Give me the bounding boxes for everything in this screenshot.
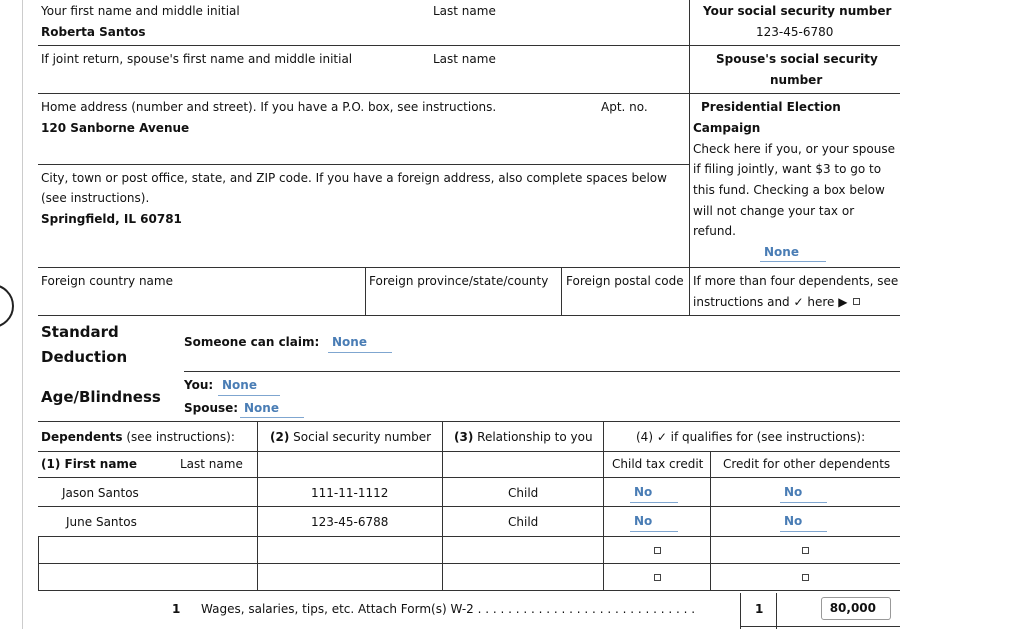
- child-credit-underline: [630, 531, 678, 532]
- dependents-title-bold: Dependents: [41, 430, 123, 444]
- dependents-title: [41, 430, 235, 444]
- campaign-title-2: Campaign: [693, 121, 761, 135]
- someone-claim-label: Someone can claim:: [184, 335, 320, 349]
- line-1-number: 1: [172, 602, 181, 616]
- age-blindness-title: Age/Blindness: [41, 388, 161, 406]
- child-credit-checkbox[interactable]: [654, 574, 661, 581]
- col-divider: [710, 451, 711, 590]
- dependent-name[interactable]: June Santos: [66, 515, 137, 529]
- row-divider: [38, 477, 900, 478]
- spouse-ssn-label: Spouse's social security: [716, 52, 878, 66]
- child-credit-underline: [630, 502, 678, 503]
- row-divider: [38, 267, 900, 268]
- dependent-relationship[interactable]: Child: [508, 515, 539, 529]
- dependent-ssn[interactable]: 123-45-6788: [311, 515, 389, 529]
- more-dependents-checkbox[interactable]: [853, 298, 860, 305]
- other-credit-underline: [780, 531, 827, 532]
- other-credit-checkbox[interactable]: [802, 574, 809, 581]
- row-divider: [38, 93, 900, 94]
- foreign-postal-label: Foreign postal code: [566, 274, 684, 288]
- row-divider: [38, 590, 900, 591]
- col-rel-num: (3): [454, 430, 474, 444]
- other-credit-underline: [780, 502, 827, 503]
- home-address-value[interactable]: 120 Sanborne Avenue: [41, 121, 190, 135]
- col-divider: [603, 421, 604, 590]
- campaign-value[interactable]: None: [764, 245, 799, 259]
- apt-label: Apt. no.: [601, 100, 648, 114]
- home-address-label: Home address (number and street). If you have a P.O. box, see instructions.: [41, 100, 497, 114]
- child-credit-value[interactable]: No: [634, 514, 653, 528]
- line-1-label-text: Wages, salaries, tips, etc. Attach Form(s) W-2: [201, 602, 474, 616]
- col-divider: [257, 421, 258, 590]
- col-divider: [776, 593, 777, 629]
- row-divider: [38, 164, 689, 165]
- col-qualifies-header: (4) ✓ if qualifies for (see instructions):: [636, 430, 866, 444]
- col-ssn-header: [270, 430, 431, 444]
- spouse-label: Spouse:: [184, 401, 239, 415]
- standard-deduction-title: Standard: [41, 323, 119, 341]
- row-divider: [38, 421, 900, 422]
- ssn-value[interactable]: 123-45-6780: [756, 25, 834, 39]
- line-1-dots: . . . . . . . . . . . . . . . . . . . . . . . . . . . . .: [477, 602, 696, 616]
- row-divider: [38, 45, 900, 46]
- spouse-value-underline: [240, 417, 304, 418]
- col-last-name: Last name: [180, 457, 243, 471]
- first-name-label: Your first name and middle initial: [41, 4, 240, 18]
- ssn-label: Your social security number: [703, 4, 892, 18]
- col-divider: [365, 267, 366, 315]
- col-divider: [561, 267, 562, 315]
- you-value-underline: [218, 395, 280, 396]
- row-divider: [38, 506, 900, 507]
- dependents-note-1: If more than four dependents, see: [693, 274, 899, 288]
- row-divider: [38, 563, 900, 564]
- dependents-title-note: (see instructions):: [126, 430, 235, 444]
- binder-hole-icon: [0, 284, 14, 328]
- city-value[interactable]: Springfield, IL 60781: [41, 212, 182, 226]
- someone-claim-underline: [328, 352, 392, 353]
- col-rel-header: [454, 430, 593, 444]
- you-value[interactable]: None: [222, 378, 257, 392]
- spouse-ssn-label-2: number: [770, 73, 823, 87]
- col-first-name: (1) First name: [41, 457, 138, 471]
- line-1-label: [201, 602, 695, 616]
- campaign-text-1: Check here if you, or your spouse: [693, 142, 895, 156]
- city-label: City, town or post office, state, and ZIP code. If you have a foreign address, also complete spaces below: [41, 171, 667, 185]
- col-child-credit: Child tax credit: [612, 457, 704, 471]
- dependent-name[interactable]: Jason Santos: [62, 486, 139, 500]
- someone-claim-value[interactable]: None: [332, 335, 367, 349]
- other-credit-value[interactable]: No: [784, 514, 803, 528]
- child-credit-checkbox[interactable]: [654, 547, 661, 554]
- col-divider: [740, 593, 741, 629]
- row-divider: [740, 626, 900, 627]
- other-credit-value[interactable]: No: [784, 485, 803, 499]
- dependent-ssn[interactable]: 111-11-1112: [311, 486, 389, 500]
- left-margin-line: [22, 0, 23, 629]
- col-other-credit: Credit for other dependents: [723, 457, 891, 471]
- line-1-box-number: 1: [755, 602, 764, 616]
- spouse-first-label: If joint return, spouse's first name and middle initial: [41, 52, 353, 66]
- col-rel-label: Relationship to you: [477, 430, 593, 444]
- other-credit-checkbox[interactable]: [802, 547, 809, 554]
- campaign-text-4: will not change your tax or: [693, 204, 855, 218]
- col-divider: [442, 421, 443, 590]
- spouse-last-label: Last name: [433, 52, 496, 66]
- campaign-text-3: this fund. Checking a box below: [693, 183, 885, 197]
- standard-deduction-title-2: Deduction: [41, 348, 128, 366]
- campaign-value-underline: [760, 261, 826, 262]
- last-name-label: Last name: [433, 4, 496, 18]
- foreign-province-label: Foreign province/state/county: [369, 274, 549, 288]
- campaign-title: Presidential Election: [701, 100, 841, 114]
- dependent-relationship[interactable]: Child: [508, 486, 539, 500]
- col-ssn-num: (2): [270, 430, 290, 444]
- spouse-value[interactable]: None: [244, 401, 279, 415]
- child-credit-value[interactable]: No: [634, 485, 653, 499]
- foreign-country-label: Foreign country name: [41, 274, 173, 288]
- campaign-text-5: refund.: [693, 224, 736, 238]
- you-label: You:: [184, 378, 214, 392]
- dependents-note-2: instructions and ✓ here ▶: [693, 295, 848, 309]
- row-divider: [38, 536, 900, 537]
- wages-amount[interactable]: 80,000: [821, 597, 891, 620]
- row-divider: [38, 315, 900, 316]
- col-divider: [38, 536, 39, 590]
- first-name-value[interactable]: Roberta Santos: [41, 25, 146, 39]
- row-divider: [184, 371, 900, 372]
- row-divider: [38, 451, 900, 452]
- campaign-text-2: if filing jointly, want $3 to go to: [693, 162, 882, 176]
- col-ssn-label: Social security number: [293, 430, 432, 444]
- city-label-2: (see instructions).: [41, 191, 150, 205]
